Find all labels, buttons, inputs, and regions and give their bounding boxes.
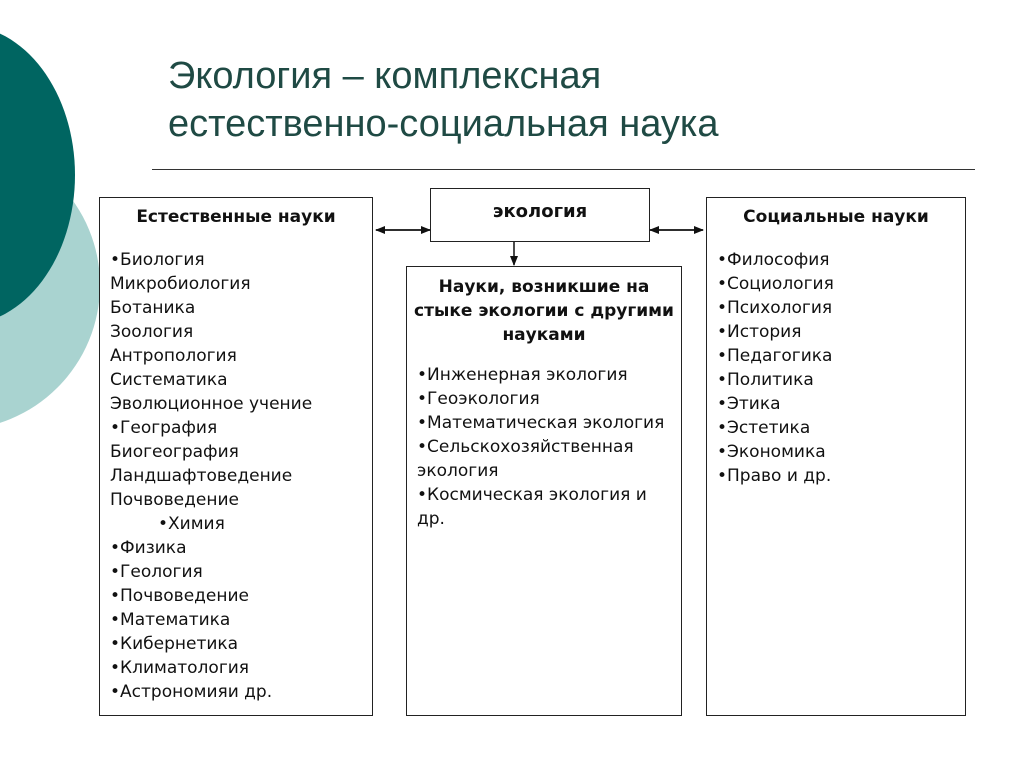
list-item: •Эстетика <box>717 418 811 438</box>
list-item: •Почвоведение <box>110 586 249 606</box>
list-item: •Геология <box>110 562 203 582</box>
list-item: Зоология <box>110 322 194 342</box>
list-item: Биогеография <box>110 442 239 462</box>
list-item: •Математическая экология <box>417 413 665 433</box>
list-item: •Космическая экология и др. <box>417 485 647 529</box>
list-item: •Политика <box>717 370 814 390</box>
list-item: Эволюционное учение <box>110 394 313 414</box>
social-sciences-box <box>706 197 966 716</box>
list-item: •Кибернетика <box>110 634 239 654</box>
list-item: Антропология <box>110 346 237 366</box>
slide-title <box>168 52 988 148</box>
title-divider <box>152 169 975 170</box>
list-item: •Инженерная экология <box>417 365 628 385</box>
interdisciplinary-list <box>417 363 673 531</box>
natural-sciences-list <box>110 248 372 704</box>
list-item: Почвоведение <box>110 490 239 510</box>
list-item: •Химия <box>158 514 225 534</box>
social-sciences-heading: Социальные науки <box>743 207 929 227</box>
list-item: •Сельскохозяйственная экология <box>417 437 634 481</box>
interdisciplinary-sciences-box <box>406 266 682 716</box>
list-item: •История <box>717 322 802 342</box>
title-line-2: естественно-социальная наука <box>168 103 719 145</box>
list-item: •Математика <box>110 610 231 630</box>
list-item: •Физика <box>110 538 187 558</box>
list-item: •Право и др. <box>717 466 832 486</box>
ecology-label: экология <box>492 201 588 222</box>
natural-sciences-heading: Естественные науки <box>136 207 336 227</box>
list-item: •Психология <box>717 298 833 318</box>
list-item: •Астрономияи др. <box>110 682 273 702</box>
natural-sciences-box <box>99 197 373 716</box>
list-item: •География <box>110 418 218 438</box>
list-item: •Геоэкология <box>417 389 540 409</box>
list-item: •Этика <box>717 394 781 414</box>
title-line-1: Экология – комплексная <box>168 55 602 97</box>
interdisciplinary-heading: Науки, возникшие на стыке экологии с другими науками <box>414 277 674 345</box>
social-sciences-list <box>717 248 965 488</box>
list-item: •Биология <box>110 250 205 270</box>
list-item: Ботаника <box>110 298 196 318</box>
list-item: •Экономика <box>717 442 826 462</box>
list-item: •Социология <box>717 274 834 294</box>
list-item: Ландшафтоведение <box>110 466 293 486</box>
list-item: •Климатология <box>110 658 250 678</box>
ecology-box <box>430 188 650 242</box>
list-item: Микробиология <box>110 274 251 294</box>
list-item: •Философия <box>717 250 830 270</box>
list-item: Систематика <box>110 370 228 390</box>
list-item: •Педагогика <box>717 346 833 366</box>
